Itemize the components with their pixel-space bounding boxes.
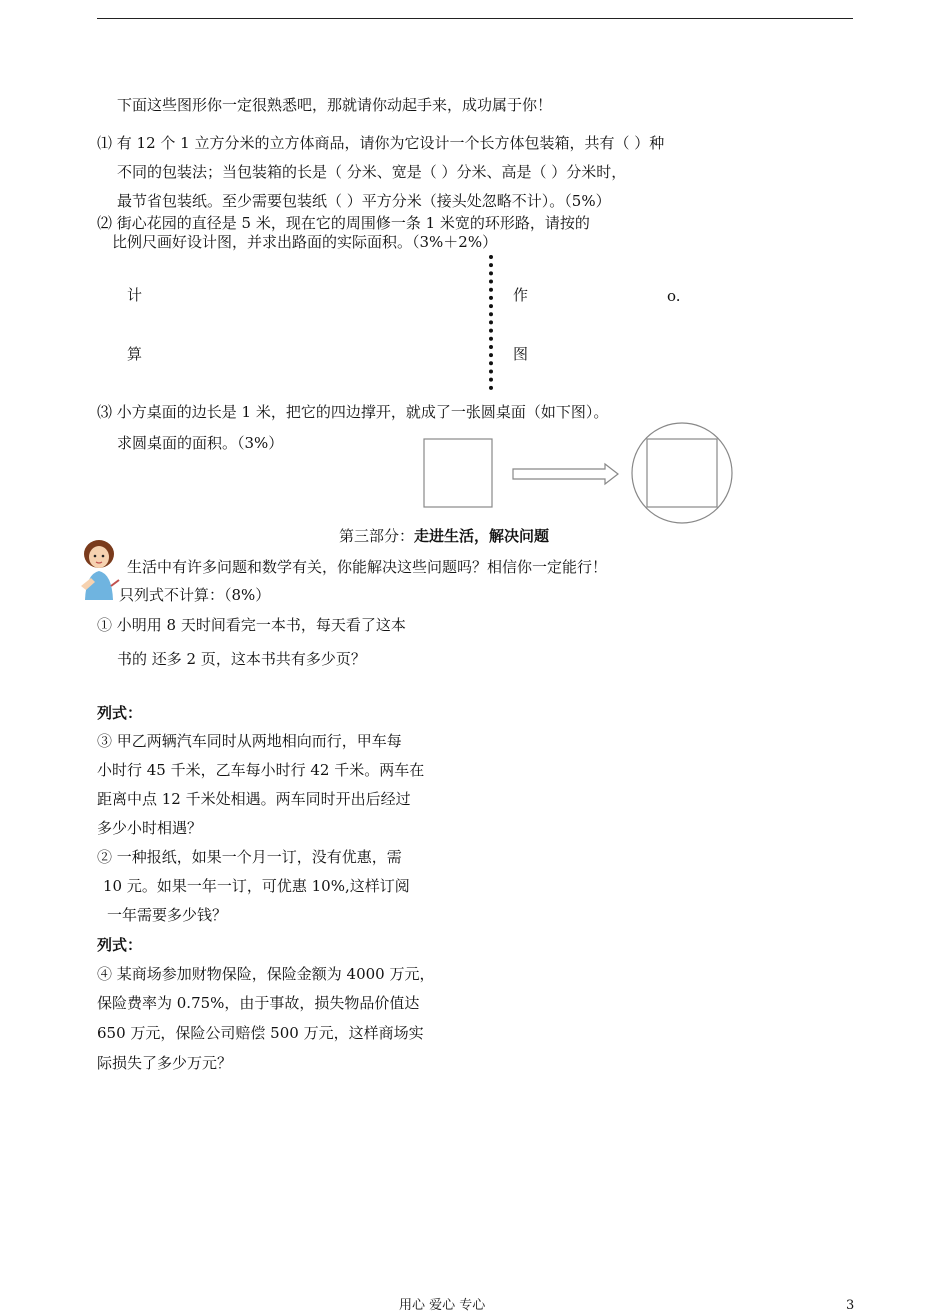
q3-line-2: 求圆桌面的面积。（3%） — [117, 434, 284, 452]
p4-line-2: 保险费率为 0.75%，由于事故，损失物品价值达 — [97, 994, 420, 1012]
q2-line-2: 比例尺画好设计图，并求出路面的实际面积。（3%＋2%） — [112, 233, 498, 251]
square-table-shape — [424, 439, 492, 507]
transform-arrow-shape — [513, 464, 618, 484]
p2-line-1: ② 一种报纸，如果一个月一订，没有优惠，需 — [97, 848, 402, 866]
p4-line-1: ④ 某商场参加财物保险，保险金额为 4000 万元， — [97, 965, 435, 983]
p4-line-3: 650 万元，保险公司赔偿 500 万元，这样商场实 — [97, 1024, 424, 1042]
part3-title — [339, 529, 549, 544]
formula-label-2: 列式： — [97, 936, 143, 954]
page-number: 3 — [846, 1298, 855, 1313]
formula-label-1: 列式： — [97, 704, 143, 722]
p1-line-2: 书的 还多 2 页，这本书共有多少页？ — [117, 650, 366, 668]
part3-title-bold: 走进生活，解决问题 — [414, 527, 550, 545]
square-to-circle-figure — [420, 435, 740, 525]
q2-calc-label-1: 计 — [127, 286, 143, 304]
q1-line-3: 最节省包装纸。至少需要包装纸（ ）平方分米（接头处忽略不计）。（5%） — [117, 192, 611, 210]
p3-line-4: 多少小时相遇？ — [97, 819, 203, 837]
part3-note: 只列式不计算：（8%） — [119, 586, 271, 604]
p3-line-2: 小时行 45 千米，乙车每小时行 42 千米。两车在 — [97, 761, 425, 779]
p4-line-4: 际损失了多少万元？ — [97, 1054, 233, 1072]
p2-line-2: 10 元。如果一年一订，可优惠 10%,这样订阅 — [103, 877, 410, 895]
q2-center-mark: o. — [667, 287, 681, 305]
q2-dotted-divider — [489, 255, 497, 390]
header-rule — [97, 18, 853, 19]
q1-line-2: 不同的包装法；当包装箱的长是（ 分米、宽是（ ）分米、高是（ ）分米时， — [117, 163, 627, 181]
q2-calc-label-2: 算 — [127, 345, 143, 363]
part3-title-prefix: 第三部分： — [339, 527, 415, 545]
q2-draw-label-1: 作 — [513, 286, 529, 304]
footer-motto: 用心 爱心 专心 — [399, 1298, 486, 1313]
q1-line-1: ⑴ 有 12 个 1 立方分米的立方体商品，请你为它设计一个长方体包装箱，共有（ ）种 — [97, 134, 665, 152]
q2-line-1: ⑵ 街心花园的直径是 5 米，现在它的周围修一条 1 米宽的环形路，请按的 — [97, 214, 590, 232]
part3-intro: 生活中有许多问题和数学有关，你能解决这些问题吗？相信你一定能行！ — [127, 558, 608, 576]
p2-line-3: 一年需要多少钱？ — [107, 906, 228, 924]
p3-line-1: ③ 甲乙两辆汽车同时从两地相向而行，甲车每 — [97, 732, 402, 750]
q2-draw-label-2: 图 — [513, 345, 529, 363]
p1-line-1: ① 小明用 8 天时间看完一本书，每天看了这本 — [97, 616, 406, 634]
p3-line-3: 距离中点 12 千米处相遇。两车同时开出后经过 — [97, 790, 411, 808]
intro-text: 下面这些图形你一定很熟悉吧，那就请你动起手来，成功属于你！ — [117, 96, 553, 114]
q3-line-1: ⑶ 小方桌面的边长是 1 米，把它的四边撑开，就成了一张圆桌面（如下图）。 — [97, 403, 609, 421]
inscribed-square-shape — [647, 439, 717, 507]
teacher-illustration-icon — [77, 538, 121, 602]
